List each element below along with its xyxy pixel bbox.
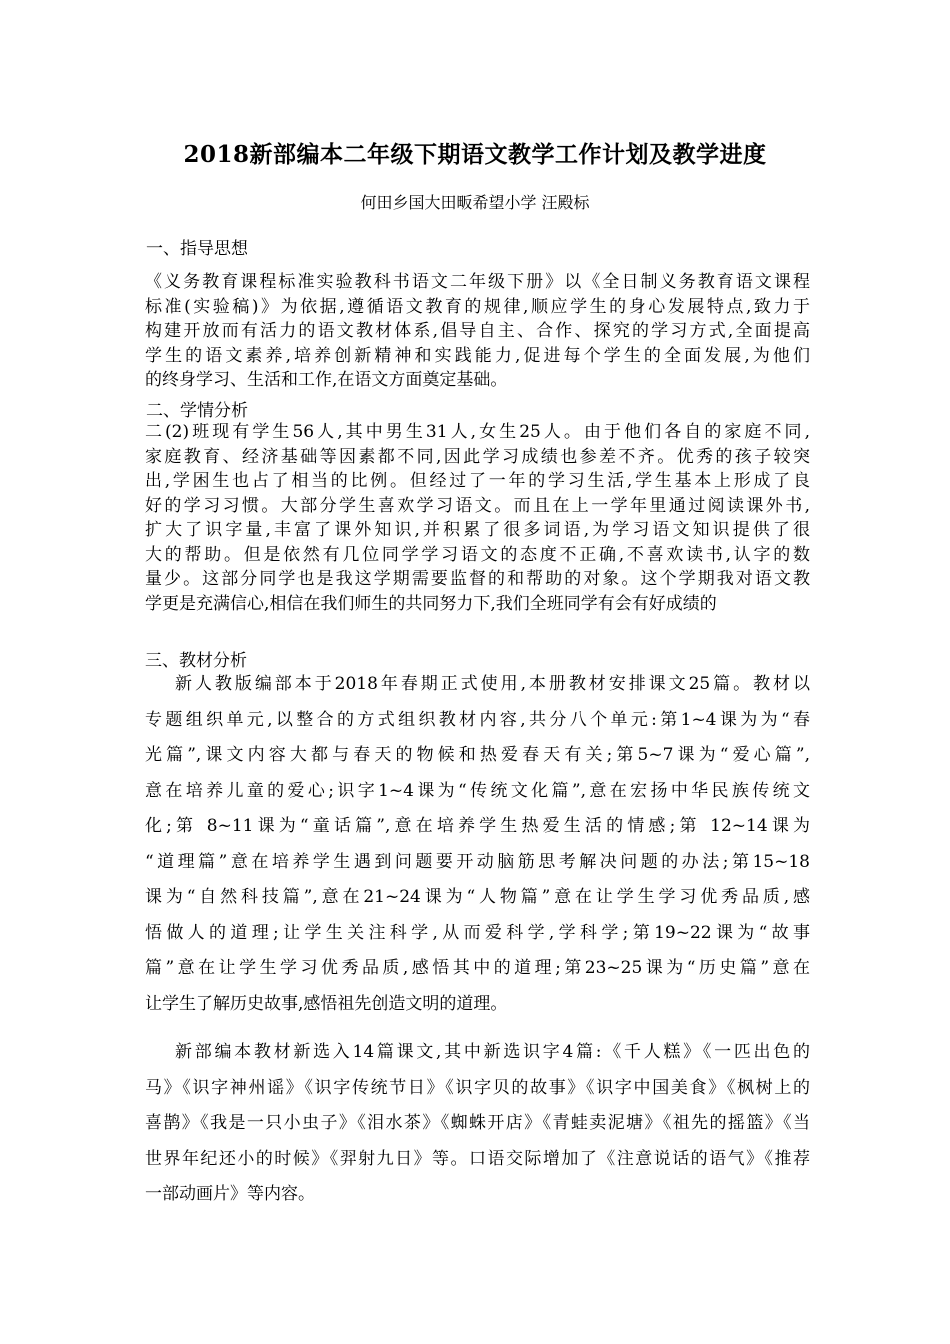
section-heading-guiding-ideology: 一、指导思想 xyxy=(146,239,248,259)
text-line: 学更是充满信心,相信在我们师生的共同努力下,我们全班同学有会有好成绩的 xyxy=(145,593,717,614)
text-line: 篇”意在让学生学习优秀品质,感悟其中的道理;第23~25课为“历史篇”意在 xyxy=(145,958,810,978)
text-line: “道理篇”意在培养学生遇到问题要开动脑筋思考解决问题的办法;第15~18 xyxy=(145,851,810,872)
text-line: 大的帮助。但是依然有几位同学学习语文的态度不正确,不喜欢读书,认字的数 xyxy=(145,544,810,565)
text-line: 马》《识字神州谣》《识字传统节日》《识字贝的故事》《识字中国美食》《枫树上的 xyxy=(145,1077,810,1098)
text-line: 一部动画片》等内容。 xyxy=(145,1184,315,1204)
text-line: 出,学困生也占了相当的比例。但经过了一年的学习生活,学生基本上形成了良 xyxy=(145,471,810,491)
section-body-student-analysis xyxy=(145,420,810,616)
text-line: 课为“自然科技篇”,意在21~24课为“人物篇”意在让学生学习优秀品质,感 xyxy=(145,887,810,907)
section-body-textbook-analysis-p2 xyxy=(145,1035,810,1213)
text-line: 标准(实验稿)》为依据,遵循语文教育的规律,顺应学生的身心发展特点,致力于 xyxy=(145,296,810,317)
text-line: 专题组织单元,以整合的方式组织教材内容,共分八个单元:第1~4课为为“春 xyxy=(145,709,810,730)
section-heading-textbook-analysis: 三、教材分析 xyxy=(145,651,247,671)
text-line: 的终身学习、生活和工作,在语文方面奠定基础。 xyxy=(145,370,508,390)
text-line: 二(2)班现有学生56人,其中男生31人,女生25人。由于他们各自的家庭不同, xyxy=(145,422,810,442)
document-title: 2018新部编本二年级下期语文教学工作计划及教学进度 xyxy=(183,141,767,168)
text-line: 世界年纪还小的时候》《羿射九日》等。口语交际增加了《注意说话的语气》《推荐 xyxy=(145,1148,810,1169)
section-heading-student-analysis: 二、学情分析 xyxy=(146,401,248,421)
text-line: 让学生了解历史故事,感悟祖先创造文明的道理。 xyxy=(145,993,508,1014)
text-line: 构建开放而有活力的语文教材体系,倡导自主、合作、探究的学习方式,全面提高 xyxy=(145,321,810,341)
text-line: 家庭教育、经济基础等因素都不同,因此学习成绩也参差不齐。优秀的孩子较突 xyxy=(145,446,810,467)
text-line: 学生的语文素养,培养创新精神和实践能力,促进每个学生的全面发展,为他们 xyxy=(145,345,810,366)
text-line: 扩大了识字量,丰富了课外知识,并积累了很多词语,为学习语文知识提供了很 xyxy=(145,520,810,540)
section-body-guiding-ideology xyxy=(145,270,810,393)
text-line: 新人教版编部本于2018年春期正式使用,本册教材安排课文25篇。教材以 xyxy=(175,674,810,694)
text-line: 量少。这部分同学也是我这学期需要监督的和帮助的对象。这个学期我对语文教 xyxy=(145,569,810,589)
text-line: 好的学习习惯。大部分学生喜欢学习语文。而且在上一学年里通过阅读课外书, xyxy=(145,495,810,516)
text-line: 化;第 8~11课为“童话篇”,意在培养学生热爱生活的情感;第 12~14课为 xyxy=(145,816,810,836)
section-body-textbook-analysis-p1 xyxy=(145,667,810,1022)
text-line: 《义务教育课程标准实验教科书语文二年级下册》以《全日制义务教育语文课程 xyxy=(145,272,810,292)
text-line: 喜鹊》《我是一只小虫子》《泪水茶》《蜘蛛开店》《青蛙卖泥塘》《祖先的摇篮》《当 xyxy=(145,1113,810,1133)
text-line: 悟做人的道理;让学生关注科学,从而爱科学,学科学;第19~22课为“故事 xyxy=(145,922,810,943)
text-line: 光篇”,课文内容大都与春天的物候和热爱春天有关;第5~7课为“爱心篇”, xyxy=(145,745,810,765)
document-author: 何田乡国大田畈希望小学 汪殿标 xyxy=(360,193,590,212)
text-line: 新部编本教材新选入14篇课文,其中新选识字4篇:《千人糕》《一匹出色的 xyxy=(175,1042,810,1062)
text-line: 意在培养儿童的爱心;识字1~4课为“传统文化篇”,意在宏扬中华民族传统文 xyxy=(145,780,810,801)
